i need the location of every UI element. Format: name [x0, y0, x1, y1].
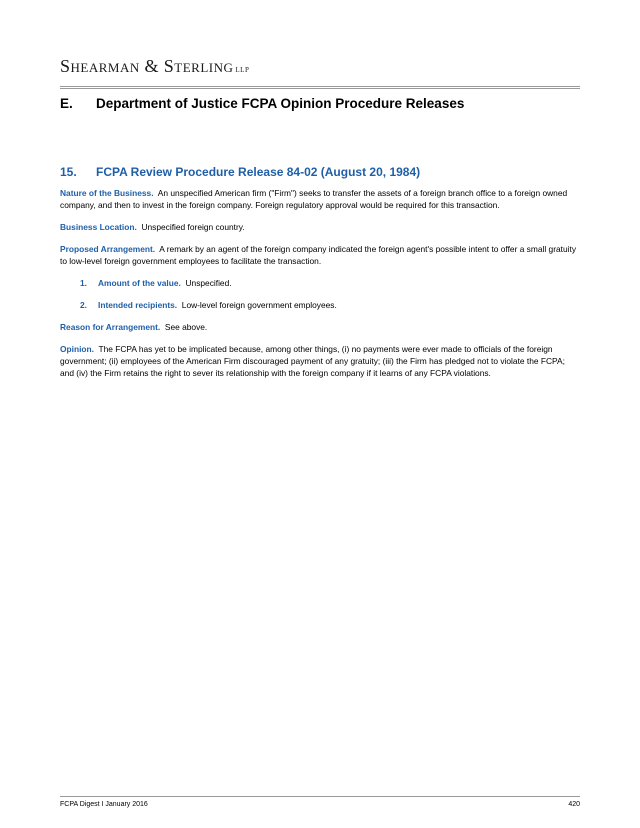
- list-item-label: Intended recipients.: [98, 300, 178, 310]
- release-title: FCPA Review Procedure Release 84-02 (August 20, 1984): [96, 165, 421, 179]
- section-number: E.: [60, 96, 73, 111]
- section-title: Department of Justice FCPA Opinion Procedure Releases: [96, 96, 465, 111]
- reason-label: Reason for Arrangement.: [60, 322, 161, 332]
- opinion-paragraph: [60, 343, 580, 379]
- list-item-number: 1.: [80, 278, 87, 288]
- arrangement-text: A remark by an agent of the foreign company indicated the foreign agent's possible intent to offer a small gratuity to low-level foreign government employees to facilitate the transaction.: [60, 244, 577, 266]
- list-item: [80, 277, 580, 289]
- header-divider: [60, 86, 580, 89]
- footer-divider: [60, 796, 580, 797]
- list-item: [80, 299, 580, 311]
- opinion-text: The FCPA has yet to be implicated because, among other things, (i) no payments were ever made to officials of the foreign government; (ii) employees of the American Firm discouraged payment of any gratuity; (iii) the Firm has pledged not to violate the FCPA; and (iv) the Firm retains the right to sever its relationship with the foreign company if it learns of any FCPA violations.: [60, 344, 565, 378]
- release-number: 15.: [60, 165, 77, 179]
- list-item-text: Low-level foreign government employees.: [181, 300, 337, 310]
- location-paragraph: [60, 221, 580, 233]
- nature-label: Nature of the Business.: [60, 188, 154, 198]
- location-text: Unspecified foreign country.: [141, 222, 245, 232]
- nature-paragraph: [60, 187, 580, 211]
- release-body: [60, 187, 580, 389]
- firm-logo: SHEARMAN & STERLING LLP: [60, 56, 250, 76]
- list-item-number: 2.: [80, 300, 87, 310]
- arrangement-paragraph: [60, 243, 580, 267]
- list-item-text: Unspecified.: [185, 278, 232, 288]
- footer-title: FCPA Digest I January 2016: [60, 801, 148, 808]
- opinion-label: Opinion.: [60, 344, 94, 354]
- release-heading: [60, 165, 420, 179]
- section-heading: [60, 96, 464, 111]
- reason-paragraph: [60, 321, 580, 333]
- page-number: 420: [568, 801, 580, 808]
- nature-text: An unspecified American firm ("Firm") seeks to transfer the assets of a foreign branch office to a foreign owned company, and then to invest in the foreign company. Foreign regulatory approval would be required for this transaction.: [60, 188, 568, 210]
- arrangement-label: Proposed Arrangement.: [60, 244, 156, 254]
- location-label: Business Location.: [60, 222, 137, 232]
- list-item-label: Amount of the value.: [98, 278, 181, 288]
- reason-text: See above.: [164, 322, 208, 332]
